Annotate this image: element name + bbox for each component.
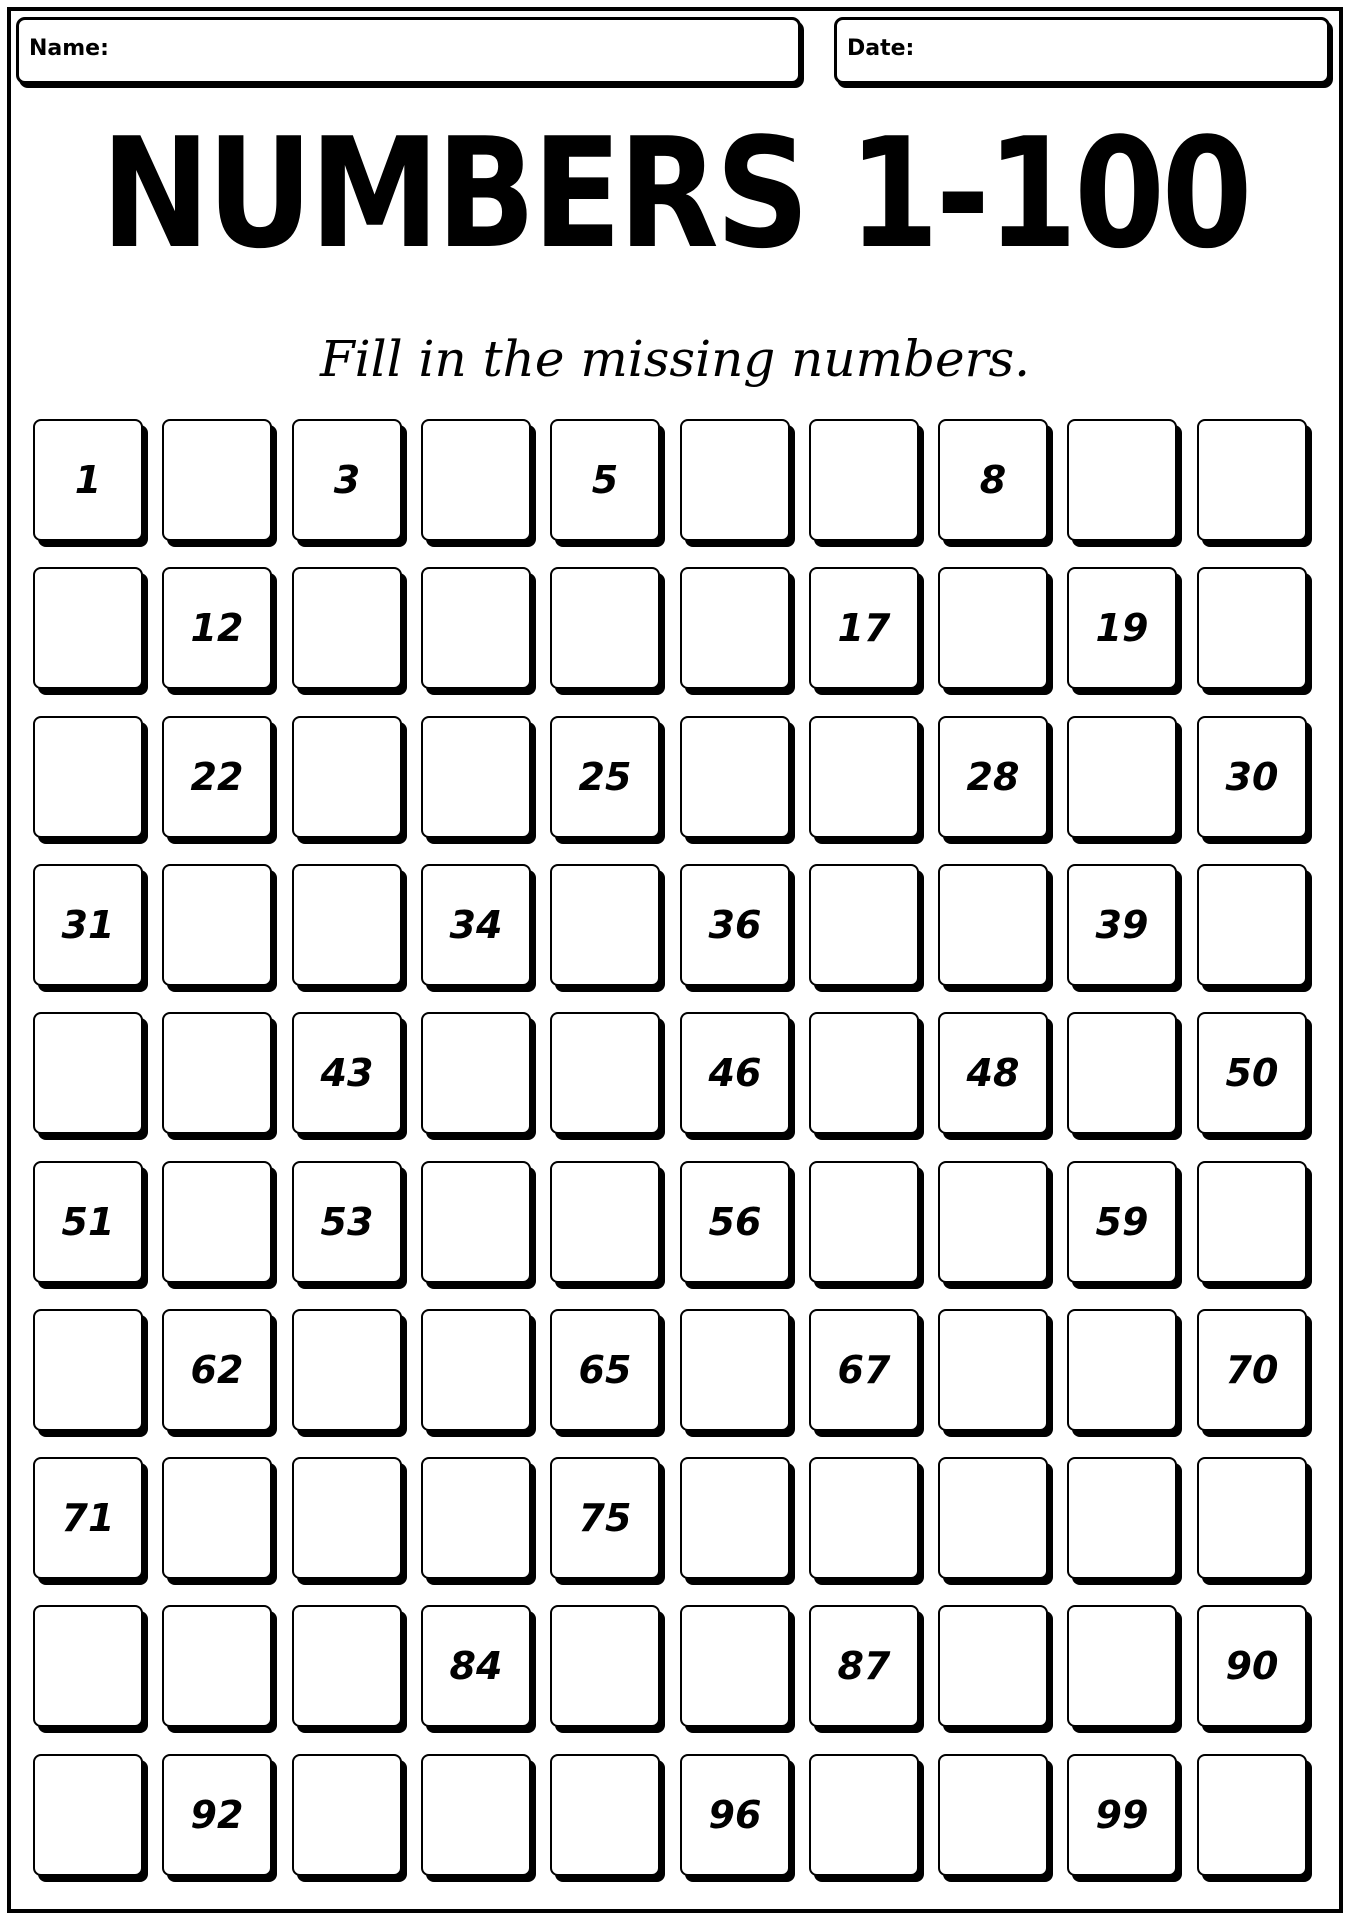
cell-number: 70 (1225, 1348, 1279, 1392)
number-cell-blank[interactable] (162, 1161, 272, 1283)
number-cell-blank[interactable] (809, 1012, 919, 1134)
number-cell-blank[interactable] (550, 1012, 660, 1134)
number-cell-given (33, 1457, 143, 1579)
number-cell-blank[interactable] (1067, 1605, 1177, 1727)
cell-number: 59 (1095, 1200, 1149, 1244)
number-cell-blank[interactable] (550, 864, 660, 986)
number-cell-blank[interactable] (33, 1605, 143, 1727)
cell-number: 22 (190, 755, 244, 799)
cell-number: 87 (837, 1644, 891, 1688)
cell-number: 92 (190, 1793, 244, 1837)
number-cell-given (938, 1012, 1048, 1134)
number-cell-blank[interactable] (421, 716, 531, 838)
number-cell-blank[interactable] (680, 1457, 790, 1579)
number-cell-blank[interactable] (680, 1605, 790, 1727)
cell-number: 19 (1095, 606, 1149, 650)
number-cell-given (938, 419, 1048, 541)
number-cell-blank[interactable] (162, 864, 272, 986)
number-cell-blank[interactable] (421, 1309, 531, 1431)
number-cell-blank[interactable] (550, 1754, 660, 1876)
number-cell-blank[interactable] (292, 1605, 402, 1727)
number-cell-given (421, 864, 531, 986)
number-cell-given (33, 864, 143, 986)
number-cell-blank[interactable] (33, 1754, 143, 1876)
number-cell-given (292, 1012, 402, 1134)
number-cell-given (162, 567, 272, 689)
number-cell-given (421, 1605, 531, 1727)
cell-number: 36 (708, 903, 762, 947)
number-cell-blank[interactable] (421, 1457, 531, 1579)
cell-number: 3 (333, 458, 361, 502)
number-cell-blank[interactable] (938, 1457, 1048, 1579)
number-cell-blank[interactable] (550, 567, 660, 689)
number-cell-given (292, 419, 402, 541)
number-cell-blank[interactable] (162, 1605, 272, 1727)
cell-number: 56 (708, 1200, 762, 1244)
number-cell-given (1197, 1309, 1307, 1431)
cell-number: 34 (449, 903, 503, 947)
number-cell-blank[interactable] (1197, 1457, 1307, 1579)
number-cell-blank[interactable] (938, 567, 1048, 689)
cell-number: 84 (449, 1644, 503, 1688)
number-cell-blank[interactable] (938, 1754, 1048, 1876)
cell-number: 25 (578, 755, 632, 799)
number-cell-blank[interactable] (1197, 567, 1307, 689)
number-cell-blank[interactable] (292, 1309, 402, 1431)
number-cell-blank[interactable] (938, 1605, 1048, 1727)
number-cell-given (809, 1605, 919, 1727)
number-cell-given (1197, 1012, 1307, 1134)
number-cell-given (292, 1161, 402, 1283)
number-cell-given (1067, 1754, 1177, 1876)
cell-number: 46 (708, 1051, 762, 1095)
number-cell-blank[interactable] (1197, 1161, 1307, 1283)
number-cell-given (680, 1012, 790, 1134)
number-cell-blank[interactable] (1067, 1457, 1177, 1579)
number-cell-blank[interactable] (162, 1012, 272, 1134)
number-cell-blank[interactable] (809, 1754, 919, 1876)
number-cell-blank[interactable] (938, 1161, 1048, 1283)
cell-number: 67 (837, 1348, 891, 1392)
cell-number: 90 (1225, 1644, 1279, 1688)
number-cell-blank[interactable] (33, 567, 143, 689)
number-cell-given (680, 864, 790, 986)
number-cell-blank[interactable] (162, 1457, 272, 1579)
name-label: Name: (29, 36, 109, 61)
cell-number: 51 (61, 1200, 115, 1244)
number-cell-given (809, 567, 919, 689)
cell-number: 1 (74, 458, 102, 502)
number-cell-blank[interactable] (421, 1754, 531, 1876)
number-cell-blank[interactable] (162, 419, 272, 541)
cell-number: 39 (1095, 903, 1149, 947)
number-cell-blank[interactable] (938, 1309, 1048, 1431)
number-cell-blank[interactable] (1067, 419, 1177, 541)
number-cell-given (33, 1161, 143, 1283)
cell-number: 71 (61, 1496, 115, 1540)
number-cell-given (809, 1309, 919, 1431)
number-cell-blank[interactable] (33, 1309, 143, 1431)
number-cell-given (1067, 864, 1177, 986)
number-cell-given (1067, 567, 1177, 689)
cell-number: 96 (708, 1793, 762, 1837)
number-cell-blank[interactable] (421, 1161, 531, 1283)
number-cell-blank[interactable] (1067, 1012, 1177, 1134)
cell-number: 12 (190, 606, 244, 650)
number-cell-blank[interactable] (1197, 864, 1307, 986)
number-cell-blank[interactable] (680, 419, 790, 541)
cell-number: 17 (837, 606, 891, 650)
number-cell-blank[interactable] (292, 716, 402, 838)
number-cell-blank[interactable] (1067, 1309, 1177, 1431)
number-cell-blank[interactable] (938, 864, 1048, 986)
number-cell-blank[interactable] (292, 864, 402, 986)
number-cell-blank[interactable] (292, 567, 402, 689)
number-cell-given (162, 1309, 272, 1431)
number-cell-given (550, 716, 660, 838)
number-cell-blank[interactable] (680, 716, 790, 838)
number-cell-blank[interactable] (1197, 419, 1307, 541)
number-cell-blank[interactable] (680, 1309, 790, 1431)
cell-number: 8 (979, 458, 1007, 502)
number-cell-blank[interactable] (550, 1605, 660, 1727)
number-cell-given (680, 1161, 790, 1283)
number-cell-given (1197, 716, 1307, 838)
cell-number: 62 (190, 1348, 244, 1392)
page-title: NUMBERS 1-100 (100, 105, 1250, 282)
number-cell-blank[interactable] (421, 1012, 531, 1134)
date-label: Date: (847, 36, 915, 61)
cell-number: 30 (1225, 755, 1279, 799)
number-cell-given (550, 1457, 660, 1579)
cell-number: 5 (591, 458, 619, 502)
number-cell-given (938, 716, 1048, 838)
number-cell-blank[interactable] (33, 716, 143, 838)
number-cell-blank[interactable] (809, 419, 919, 541)
number-cell-blank[interactable] (809, 1161, 919, 1283)
cell-number: 53 (320, 1200, 374, 1244)
number-cell-blank[interactable] (292, 1457, 402, 1579)
cell-number: 31 (61, 903, 115, 947)
number-cell-blank[interactable] (292, 1754, 402, 1876)
instruction-text: Fill in the missing numbers. (319, 330, 1031, 388)
cell-number: 48 (966, 1051, 1020, 1095)
number-cell-given (550, 1309, 660, 1431)
cell-number: 99 (1095, 1793, 1149, 1837)
cell-number: 75 (578, 1496, 632, 1540)
number-cell-blank[interactable] (1067, 716, 1177, 838)
cell-number: 65 (578, 1348, 632, 1392)
number-cell-given (162, 1754, 272, 1876)
number-cell-blank[interactable] (550, 1161, 660, 1283)
number-cell-given (1197, 1605, 1307, 1727)
cell-number: 28 (966, 755, 1020, 799)
number-cell-blank[interactable] (33, 1012, 143, 1134)
cell-number: 43 (320, 1051, 374, 1095)
number-cell-blank[interactable] (809, 1457, 919, 1579)
number-cell-blank[interactable] (809, 864, 919, 986)
number-cell-blank[interactable] (680, 567, 790, 689)
number-cell-blank[interactable] (1197, 1754, 1307, 1876)
number-cell-given (33, 419, 143, 541)
number-cell-given (550, 419, 660, 541)
number-cell-given (680, 1754, 790, 1876)
cell-number: 50 (1225, 1051, 1279, 1095)
number-cell-given (1067, 1161, 1177, 1283)
number-cell-blank[interactable] (421, 567, 531, 689)
number-cell-given (162, 716, 272, 838)
number-cell-blank[interactable] (809, 716, 919, 838)
number-cell-blank[interactable] (421, 419, 531, 541)
